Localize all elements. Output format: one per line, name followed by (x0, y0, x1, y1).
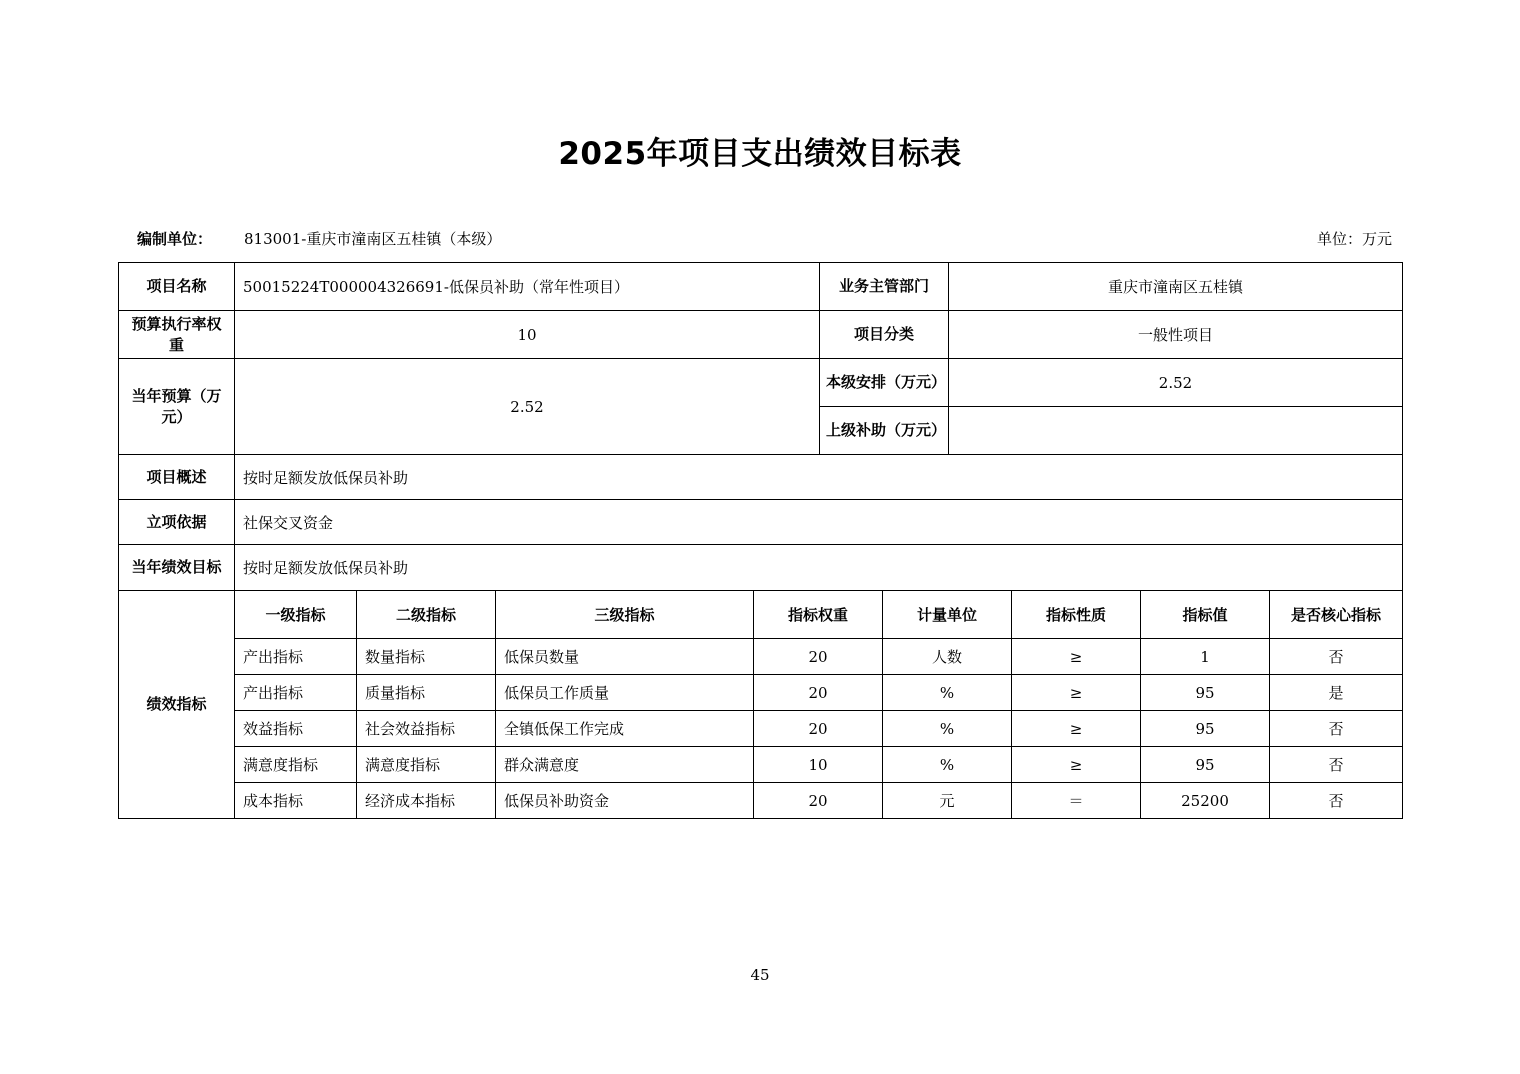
local-value: 2.52 (949, 359, 1403, 407)
page-number: 45 (750, 966, 770, 984)
table-row (119, 711, 1403, 747)
weight-cell: 20 (754, 711, 883, 747)
core-cell: 否 (1270, 639, 1403, 675)
header-value: 指标值 (1141, 591, 1270, 639)
currency-unit: 单位：万元 (1316, 230, 1392, 248)
level2-cell: 经济成本指标 (357, 783, 496, 819)
exec-weight-label: 预算执行率权重 (119, 311, 235, 359)
header-core: 是否核心指标 (1270, 591, 1403, 639)
overview-value: 按时足额发放低保员补助 (235, 455, 1403, 500)
header-level1: 一级指标 (235, 591, 357, 639)
level3-cell: 低保员数量 (496, 639, 754, 675)
core-cell: 是 (1270, 675, 1403, 711)
project-name-value: 50015224T000004326691-低保员补助（常年性项目） (235, 263, 820, 311)
core-cell: 否 (1270, 711, 1403, 747)
header-weight: 指标权重 (754, 591, 883, 639)
indicators-label: 绩效指标 (119, 591, 235, 819)
overview-label: 项目概述 (119, 455, 235, 500)
indicators-table (118, 590, 1403, 819)
budget-value: 2.52 (235, 359, 820, 455)
basis-value: 社保交叉资金 (235, 500, 1403, 545)
level2-cell: 社会效益指标 (357, 711, 496, 747)
compiling-unit-value: 813001-重庆市潼南区五桂镇（本级） (244, 230, 502, 248)
unit-cell: % (883, 675, 1012, 711)
level2-cell: 满意度指标 (357, 747, 496, 783)
unit-cell: 人数 (883, 639, 1012, 675)
weight-cell: 20 (754, 675, 883, 711)
local-label: 本级安排（万元） (820, 359, 949, 407)
page-title: 2025年项目支出绩效目标表 (558, 136, 962, 172)
header-unit: 计量单位 (883, 591, 1012, 639)
value-cell: 95 (1141, 675, 1270, 711)
unit-cell: 元 (883, 783, 1012, 819)
goal-label: 当年绩效目标 (119, 545, 235, 591)
project-name-label: 项目名称 (119, 263, 235, 311)
nature-cell: ≥ (1012, 639, 1141, 675)
basis-label: 立项依据 (119, 500, 235, 545)
header-level2: 二级指标 (357, 591, 496, 639)
goal-value: 按时足额发放低保员补助 (235, 545, 1403, 591)
weight-cell: 20 (754, 639, 883, 675)
core-cell: 否 (1270, 747, 1403, 783)
level2-cell: 数量指标 (357, 639, 496, 675)
nature-cell: ＝ (1012, 783, 1141, 819)
value-cell: 25200 (1141, 783, 1270, 819)
weight-cell: 10 (754, 747, 883, 783)
level3-cell: 低保员补助资金 (496, 783, 754, 819)
level1-cell: 成本指标 (235, 783, 357, 819)
nature-cell: ≥ (1012, 711, 1141, 747)
level2-cell: 质量指标 (357, 675, 496, 711)
level3-cell: 全镇低保工作完成 (496, 711, 754, 747)
exec-weight-value: 10 (235, 311, 820, 359)
category-label: 项目分类 (820, 311, 949, 359)
dept-label: 业务主管部门 (820, 263, 949, 311)
compiling-unit-label: 编制单位： (137, 230, 213, 248)
nature-cell: ≥ (1012, 675, 1141, 711)
unit-cell: % (883, 711, 1012, 747)
table-row (119, 639, 1403, 675)
budget-label: 当年预算（万元） (119, 359, 235, 455)
table-row (119, 783, 1403, 819)
unit-cell: % (883, 747, 1012, 783)
level3-cell: 低保员工作质量 (496, 675, 754, 711)
upper-label: 上级补助（万元） (820, 407, 949, 455)
level1-cell: 满意度指标 (235, 747, 357, 783)
dept-value: 重庆市潼南区五桂镇 (949, 263, 1403, 311)
weight-cell: 20 (754, 783, 883, 819)
table-row (119, 747, 1403, 783)
core-cell: 否 (1270, 783, 1403, 819)
header-nature: 指标性质 (1012, 591, 1141, 639)
value-cell: 95 (1141, 711, 1270, 747)
project-info-table (118, 262, 1403, 591)
category-value: 一般性项目 (949, 311, 1403, 359)
level1-cell: 产出指标 (235, 675, 357, 711)
level1-cell: 效益指标 (235, 711, 357, 747)
upper-value (949, 407, 1403, 455)
level1-cell: 产出指标 (235, 639, 357, 675)
table-row (119, 675, 1403, 711)
nature-cell: ≥ (1012, 747, 1141, 783)
header-level3: 三级指标 (496, 591, 754, 639)
value-cell: 1 (1141, 639, 1270, 675)
value-cell: 95 (1141, 747, 1270, 783)
level3-cell: 群众满意度 (496, 747, 754, 783)
